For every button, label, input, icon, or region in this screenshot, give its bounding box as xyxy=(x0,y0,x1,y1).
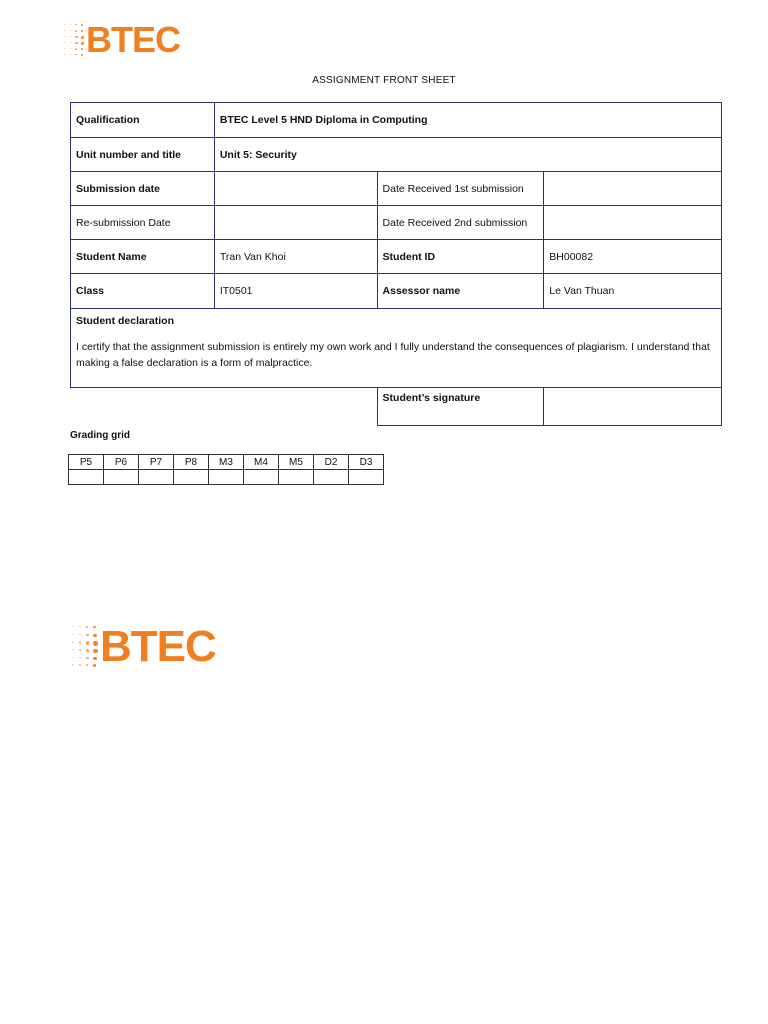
grade-header: P8 xyxy=(174,455,209,470)
date-received-1-field[interactable] xyxy=(544,172,722,206)
logo-dot xyxy=(79,626,81,628)
grade-cell[interactable] xyxy=(314,470,349,485)
logo-dot xyxy=(81,42,85,46)
logo-text: BTEC xyxy=(100,622,216,671)
logo-dot xyxy=(86,649,89,652)
logo-dot xyxy=(72,634,74,636)
logo-dot xyxy=(72,657,74,659)
logo-dot xyxy=(75,24,77,26)
logo-dot xyxy=(72,664,74,666)
grading-grid xyxy=(68,454,384,485)
logo-dot xyxy=(72,626,74,628)
table-row xyxy=(71,309,722,388)
logo-dots-icon xyxy=(72,624,100,670)
logo-dot xyxy=(72,649,74,651)
resubmission-field[interactable] xyxy=(214,206,377,240)
logo-dot xyxy=(81,30,84,33)
student-name-label: Student Name xyxy=(71,240,215,274)
logo-dot xyxy=(70,24,72,26)
logo-dot xyxy=(86,664,88,666)
logo-dot xyxy=(75,48,77,50)
logo-dot xyxy=(81,36,85,40)
logo-dot xyxy=(81,54,83,56)
declaration-text: I certify that the assignment submission is entirely my own work and I fully understand the consequences of plagiarism. I understand that making a false declaration is a form of malpractice. xyxy=(76,341,710,369)
front-sheet-table xyxy=(70,102,722,426)
logo-dot xyxy=(64,48,66,50)
logo-dot xyxy=(79,641,81,643)
student-name-value: Tran Van Khoi xyxy=(214,240,377,274)
logo-dot xyxy=(75,42,78,45)
logo-dot xyxy=(70,36,72,38)
logo-dots-icon xyxy=(64,22,86,58)
grade-header: M5 xyxy=(279,455,314,470)
table-row xyxy=(71,138,722,172)
logo-dot xyxy=(79,634,81,636)
logo-dot xyxy=(75,54,77,56)
class-label: Class xyxy=(71,274,215,309)
logo-dot xyxy=(64,24,66,26)
logo-dot xyxy=(93,649,98,654)
date-received-2-field[interactable] xyxy=(544,206,722,240)
unit-label: Unit number and title xyxy=(71,138,215,172)
date-received-1-label: Date Received 1st submission xyxy=(377,172,544,206)
grade-header: M3 xyxy=(209,455,244,470)
student-id-label: Student ID xyxy=(377,240,544,274)
logo-dot xyxy=(93,664,96,667)
grade-cell[interactable] xyxy=(279,470,314,485)
logo-dot xyxy=(64,54,66,56)
grade-header: P7 xyxy=(139,455,174,470)
table-row xyxy=(71,103,722,138)
logo-dot xyxy=(93,626,96,629)
grade-cell[interactable] xyxy=(174,470,209,485)
grade-header: D2 xyxy=(314,455,349,470)
logo-dot xyxy=(70,42,72,44)
logo-dot xyxy=(70,30,72,32)
grade-cell[interactable] xyxy=(139,470,174,485)
table-row xyxy=(71,388,722,426)
logo-dot xyxy=(64,36,66,38)
table-row xyxy=(71,172,722,206)
grade-cell[interactable] xyxy=(104,470,139,485)
date-received-2-label: Date Received 2nd submission xyxy=(377,206,544,240)
submission-date-label: Submission date xyxy=(71,172,215,206)
grading-grid-label: Grading grid xyxy=(70,430,130,441)
student-id-value: BH00082 xyxy=(544,240,722,274)
resubmission-label: Re-submission Date xyxy=(71,206,215,240)
grading-value-row xyxy=(69,470,384,485)
declaration-cell xyxy=(71,309,722,388)
logo-dot xyxy=(64,42,66,44)
grade-cell[interactable] xyxy=(244,470,279,485)
qualification-label: Qualification xyxy=(71,103,215,138)
assessor-label: Assessor name xyxy=(377,274,544,309)
qualification-value: BTEC Level 5 HND Diploma in Computing xyxy=(214,103,721,138)
logo-dot xyxy=(79,657,81,659)
unit-value: Unit 5: Security xyxy=(214,138,721,172)
logo-dot xyxy=(81,48,84,51)
logo-dot xyxy=(70,48,72,50)
logo-dot xyxy=(79,649,81,651)
grade-header: D3 xyxy=(349,455,384,470)
logo-dot xyxy=(93,634,97,638)
logo-dot xyxy=(93,657,97,661)
assessor-value: Le Van Thuan xyxy=(544,274,722,309)
logo-dot xyxy=(86,657,89,660)
grade-cell[interactable] xyxy=(209,470,244,485)
logo-text: BTEC xyxy=(86,19,180,60)
empty-cell xyxy=(71,388,378,426)
grade-header: P6 xyxy=(104,455,139,470)
logo-dot xyxy=(75,36,78,39)
btec-logo-top xyxy=(64,19,180,60)
btec-logo-bottom xyxy=(72,624,216,670)
signature-label: Student’s signature xyxy=(377,388,544,426)
logo-dot xyxy=(81,24,83,26)
table-row xyxy=(71,240,722,274)
grading-header-row xyxy=(69,455,384,470)
grade-cell[interactable] xyxy=(69,470,104,485)
grade-cell[interactable] xyxy=(349,470,384,485)
logo-dot xyxy=(70,54,72,56)
class-value: IT0501 xyxy=(214,274,377,309)
submission-date-field[interactable] xyxy=(214,172,377,206)
grade-header: P5 xyxy=(69,455,104,470)
logo-dot xyxy=(72,641,74,643)
logo-dot xyxy=(64,30,66,32)
signature-field[interactable] xyxy=(544,388,722,426)
page-title: ASSIGNMENT FRONT SHEET xyxy=(312,75,456,86)
logo-dot xyxy=(79,664,81,666)
logo-dot xyxy=(86,626,88,628)
logo-dot xyxy=(86,634,89,637)
logo-dot xyxy=(93,641,98,646)
grade-header: M4 xyxy=(244,455,279,470)
declaration-title: Student declaration xyxy=(76,315,175,327)
table-row xyxy=(71,274,722,309)
table-row xyxy=(71,206,722,240)
logo-dot xyxy=(86,641,89,644)
logo-dot xyxy=(75,30,77,32)
